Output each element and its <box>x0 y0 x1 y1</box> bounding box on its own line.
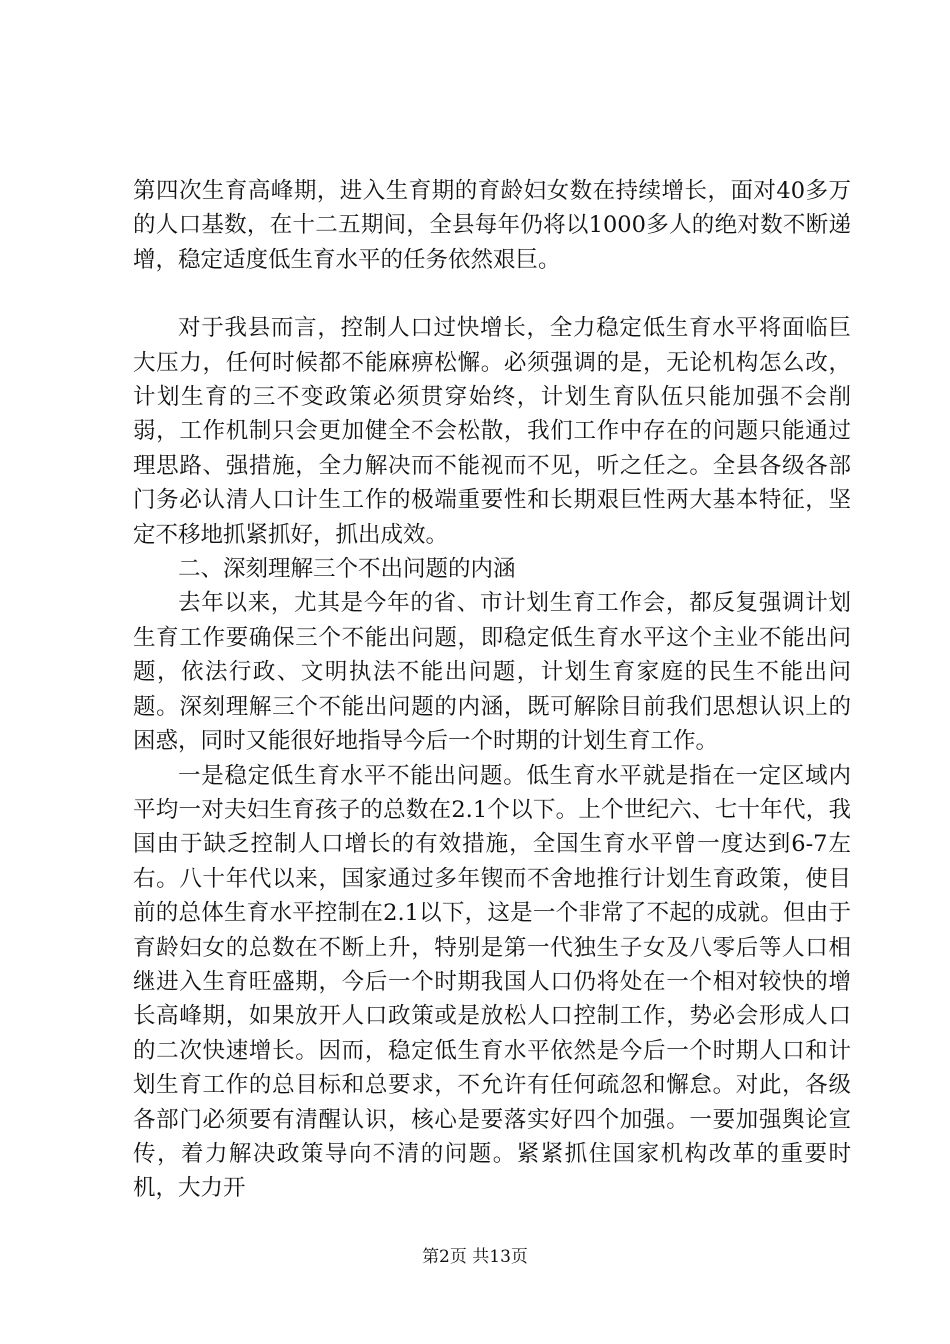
paragraph-continuation: 第四次生育高峰期，进入生育期的育龄妇女数在持续增长，面对40多万的人口基数，在十二五期间，全县每年仍将以1000多人的绝对数不断递增，稳定适度低生育水平的任务依然艰巨。 <box>133 178 851 273</box>
section-heading: 二、深刻理解三个不出问题的内涵 <box>178 556 516 583</box>
paragraph-low-fertility: 一是稳定低生育水平不能出问题。低生育水平就是指在一定区域内平均一对夫妇生育孩子的总数在2.1个以下。上个世纪六、七十年代，我国由于缺乏控制人口增长的有效措施，全国生育水平曾一度达到6-7左右。八十年代以来，国家通过多年锲而不舍地推行计划生育政策，使目前的总体生育水平控制在2.1以下，这是一个非常了不起的成就。但由于育龄妇女的总数在不断上升，特别是第一代独生子女及八零后等人口相继进入生育旺盛期，今后一个时期我国人口仍将处在一个相对较快的增长高峰期，如果放开人口政策或是放松人口控制工作，势必会形成人口的二次快速增长。因而，稳定低生育水平依然是今后一个时期人口和计划生育工作的总目标和总要求，不允许有任何疏忽和懈怠。对此，各级各部门必须要有清醒认识，核心是要落实好四个加强。一要加强舆论宣传，着力解决政策导向不清的问题。紧紧抓住国家机构改革的重要时机，大力开 <box>133 762 851 1202</box>
document-body <box>133 174 851 1206</box>
paragraph-gap <box>133 277 851 311</box>
paragraph-three-problems: 去年以来，尤其是今年的省、市计划生育工作会，都反复强调计划生育工作要确保三个不能出问题，即稳定低生育水平这个主业不能出问题，依法行政、文明执法不能出问题，计划生育家庭的民生不能出问题。深刻理解三个不能出问题的内涵，既可解除目前我们思想认识上的困惑，同时又能很好地指导今后一个时期的计划生育工作。 <box>133 590 851 755</box>
page-footer: 第2页 共13页 <box>422 1247 528 1267</box>
paragraph-county-pressure: 对于我县而言，控制人口过快增长，全力稳定低生育水平将面临巨大压力，任何时候都不能麻痹松懈。必须强调的是，无论机构怎么改，计划生育的三不变政策必须贯穿始终，计划生育队伍只能加强不会削弱，工作机制只会更加健全不会松散，我们工作中存在的问题只能通过理思路、强措施，全力解决而不能视而不见，听之任之。全县各级各部门务必认清人口计生工作的极端重要性和长期艰巨性两大基本特征，坚定不移地抓紧抓好，抓出成效。 <box>133 315 851 548</box>
